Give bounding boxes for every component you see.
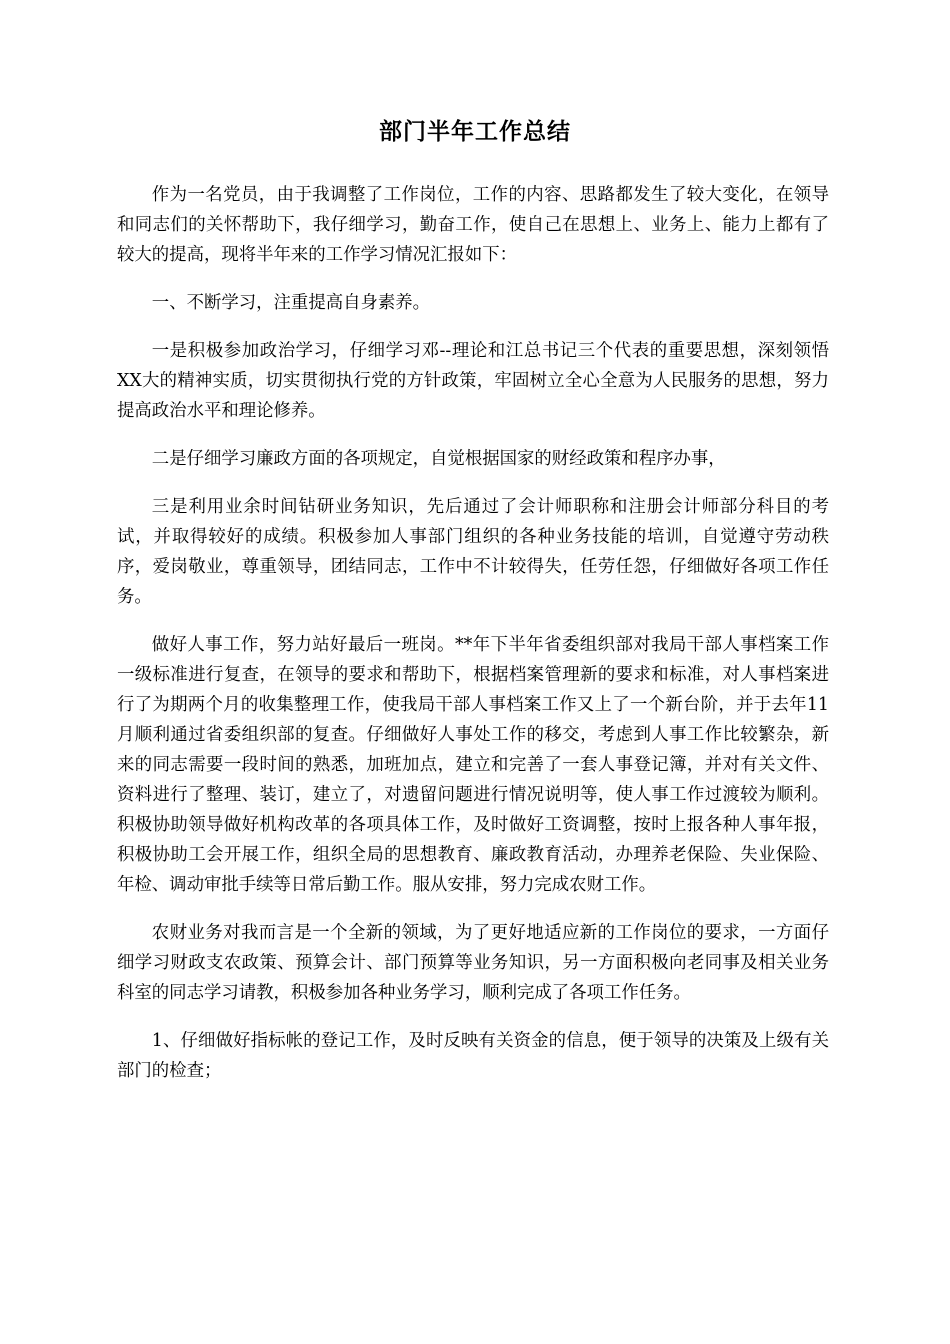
paragraph-personnel-work: 做好人事工作，努力站好最后一班岗。**年下半年省委组织部对我局干部人事档案工作一级标准进行复查，在领导的要求和帮助下，根据档案管理新的要求和标准，对人事档案进行了为期两个月的收集整理工作，使我局干部人事档案工作又上了一个新台阶，并于去年11月顺利通过省委组织部的复查。仔细做好人事处工作的移交，考虑到人事工作比较繁杂，新来的同志需要一段时间的熟悉，加班加点，建立和完善了一套人事登记簿，并对有关文件、资料进行了整理、装订，建立了，对遗留问题进行情况说明等，使人事工作过渡较为顺利。积极协助领导做好机构改革的各项具体工作，及时做好工资调整，按时上报各种人事年报，积极协助工会开展工作，组织全局的思想教育、廉政教育活动，办理养老保险、失业保险、年检、调动审批手续等日常后勤工作。服从安排，努力完成农财工作。	[117, 635, 829, 895]
paragraph-professional-study: 三是利用业余时间钻研业务知识，先后通过了会计师职称和注册会计师部分科目的考试，并取得较好的成绩。积极参加人事部门组织的各种业务技能的培训，自觉遵守劳动秩序，爱岗敬业，尊重领导，团结同志，工作中不计较得失，任劳任怨，仔细做好各项工作任务。	[117, 497, 829, 607]
paragraph-agri-finance: 农财业务对我而言是一个全新的领域，为了更好地适应新的工作岗位的要求，一方面仔细学习财政支农政策、预算会计、部门预算等业务知识，另一方面积极向老同事及相关业务科室的同志学习请教，积极参加各种业务学习，顺利完成了各项工作任务。	[117, 923, 829, 1003]
paragraph-intro: 作为一名党员，由于我调整了工作岗位，工作的内容、思路都发生了较大变化，在领导和同志们的关怀帮助下，我仔细学习，勤奋工作，使自己在思想上、业务上、能力上都有了较大的提高，现将半年来的工作学习情况汇报如下：	[117, 185, 829, 265]
document-body	[117, 180, 829, 1104]
paragraph-section-heading: 一、不断学习，注重提高自身素养。	[151, 293, 431, 313]
paragraph-item-1: 1、仔细做好指标帐的登记工作，及时反映有关资金的信息，便于领导的决策及上级有关部门的检查；	[117, 1031, 829, 1081]
document-title: 部门半年工作总结	[379, 119, 571, 145]
paragraph-integrity-study: 二是仔细学习廉政方面的各项规定，自觉根据国家的财经政策和程序办事，	[151, 449, 726, 469]
paragraph-political-study: 一是积极参加政治学习，仔细学习邓--理论和江总书记三个代表的重要思想，深刻领悟XX大的精神实质，切实贯彻执行党的方针政策，牢固树立全心全意为人民服务的思想，努力提高政治水平和理论修养。	[117, 341, 829, 421]
